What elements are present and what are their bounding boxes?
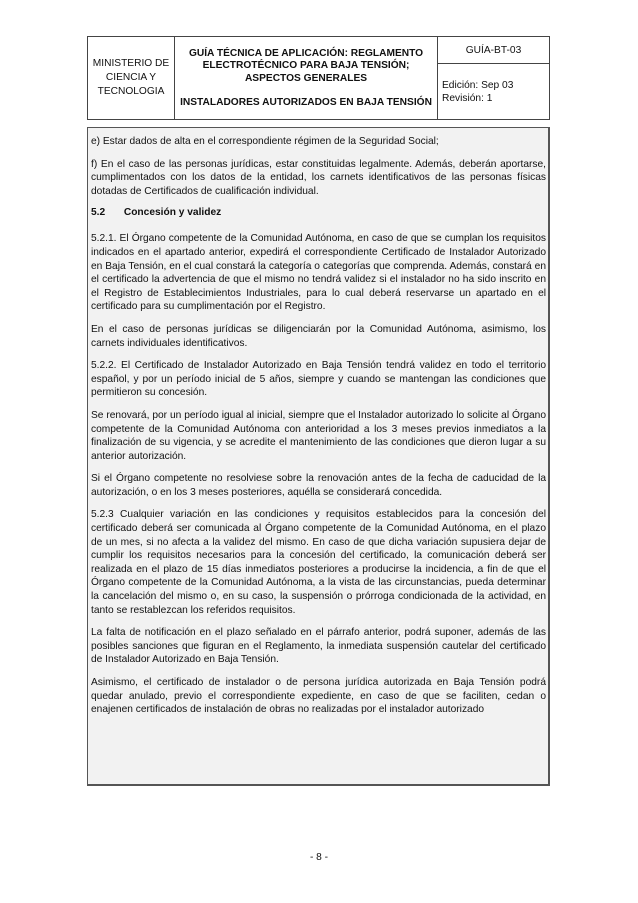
paragraph-5-2-3: 5.2.3 Cualquier variación en las condiciones y requisitos establecidos para la concesión del certificado deberá ser comunicada al Órgano competente de la Comunidad Autónoma, en el plazo de un mes, si no afecta a la validez del mismo. En caso de que dicha variación supusiera dejar de cumplir los requisitos necesarios para la concesión del certificado, la comunicación deberá ser realizada en el plazo de 15 días inmediatos posteriores a producirse la incidencia, a fin de que el Órgano competente de la Comunidad Autónoma, a la vista de las circunstancias, pueda determinar la cancelación del mismo o, en su caso, la suspensión o prórroga condicionada de la actividad, en tanto se restablezcan los referidos requisitos. bbox=[91, 509, 546, 616]
section-number: 5.2 bbox=[91, 207, 106, 219]
paragraph-si-organo: Si el Órgano competente no resolviese sobre la renovación antes de la fecha de caducidad de la autorización, o en los 3 meses posteriores, aquélla se considerará concedida. bbox=[91, 473, 546, 498]
page-number: - 8 - bbox=[309, 852, 329, 863]
paragraph-e: e) Estar dados de alta en el correspondiente régimen de la Seguridad Social; bbox=[91, 136, 439, 147]
paragraph-5-2-1: 5.2.1. El Órgano competente de la Comunidad Autónoma, en caso de que se cumplan los requisitos indicados en el apartado anterior, expedirá el correspondiente Certificado de Instalador Autorizado en Baja Tensión, en el cual constará la categoría o categorías que comprenda. Además, constará en el certificado la advertencia de que el mismo no tendrá validez si el instalador no ha sido inscrito en el Registro de Establecimientos Industriales, para lo cual deberá reservarse un apartado en el certificado para su cumplimentación por el Registro. bbox=[91, 233, 546, 313]
document-title: GUÍA TÉCNICA DE APLICACIÓN: REGLAMENTO ELECTROTÉCNICO PARA BAJA TENSIÓN; ASPECTOS GENERALES bbox=[188, 47, 424, 84]
section-title: Concesión y validez bbox=[123, 207, 222, 219]
section-heading bbox=[91, 207, 546, 218]
ministry-name: MINISTERIO DE CIENCIA Y TECNOLOGIA bbox=[92, 58, 170, 97]
document-code: GUÍA-BT-03 bbox=[465, 44, 522, 56]
paragraph-personas-juridicas: En el caso de personas jurídicas se diligenciarán por la Comunidad Autónoma, asimismo, los carnets individuales identificativos. bbox=[91, 323, 546, 349]
content-box bbox=[87, 127, 550, 786]
code-cell bbox=[438, 37, 550, 64]
paragraph-f: f) En el caso de las personas jurídicas, estar constituidas legalmente. Además, deberán aportarse, cumplimentados con los datos de la entidad, los carnets identificativos de las personas físicas dotadas de Certificados de cualificación individual. bbox=[91, 158, 546, 197]
paragraph-asimismo: Asimismo, el certificado de instalador o de persona jurídica autorizada en Baja Tensión podrá quedar anulado, previo el correspondiente expediente, en caso de que se faciliten, cedan o enajenen certificados de instalación de obras no realizadas por el instalador autorizado bbox=[91, 677, 546, 716]
document-subtitle: INSTALADORES AUTORIZADOS EN BAJA TENSIÓN bbox=[180, 97, 432, 108]
paragraph-renovacion: Se renovará, por un período igual al inicial, siempre que el Instalador autorizado lo solicite al Órgano competente de la Comunidad Autónoma con anterioridad a los 3 meses previos inmediatos a la finalización de su vigencia, y se acredite el mantenimiento de las condiciones que dieron lugar a su anterior autorización. bbox=[91, 409, 546, 462]
title-cell bbox=[175, 37, 438, 120]
edition-cell bbox=[438, 64, 550, 120]
edition-date: Edición: Sep 03 bbox=[442, 79, 514, 91]
document-header bbox=[87, 36, 550, 120]
paragraph-falta-notificacion: La falta de notificación en el plazo señalado en el párrafo anterior, podrá suponer, además de las posibles sanciones que figuran en el Reglamento, la inmediata suspensión cautelar del certificado de Instalador Autorizado en Baja Tensión. bbox=[91, 627, 546, 666]
ministry-cell bbox=[88, 37, 175, 120]
revision-number: Revisión: 1 bbox=[442, 92, 493, 104]
paragraph-5-2-2: 5.2.2. El Certificado de Instalador Autorizado en Baja Tensión tendrá validez en todo el territorio español, y por un período inicial de 5 años, siempre y cuando se mantengan las condiciones que permitieron su concesión. bbox=[91, 360, 546, 399]
